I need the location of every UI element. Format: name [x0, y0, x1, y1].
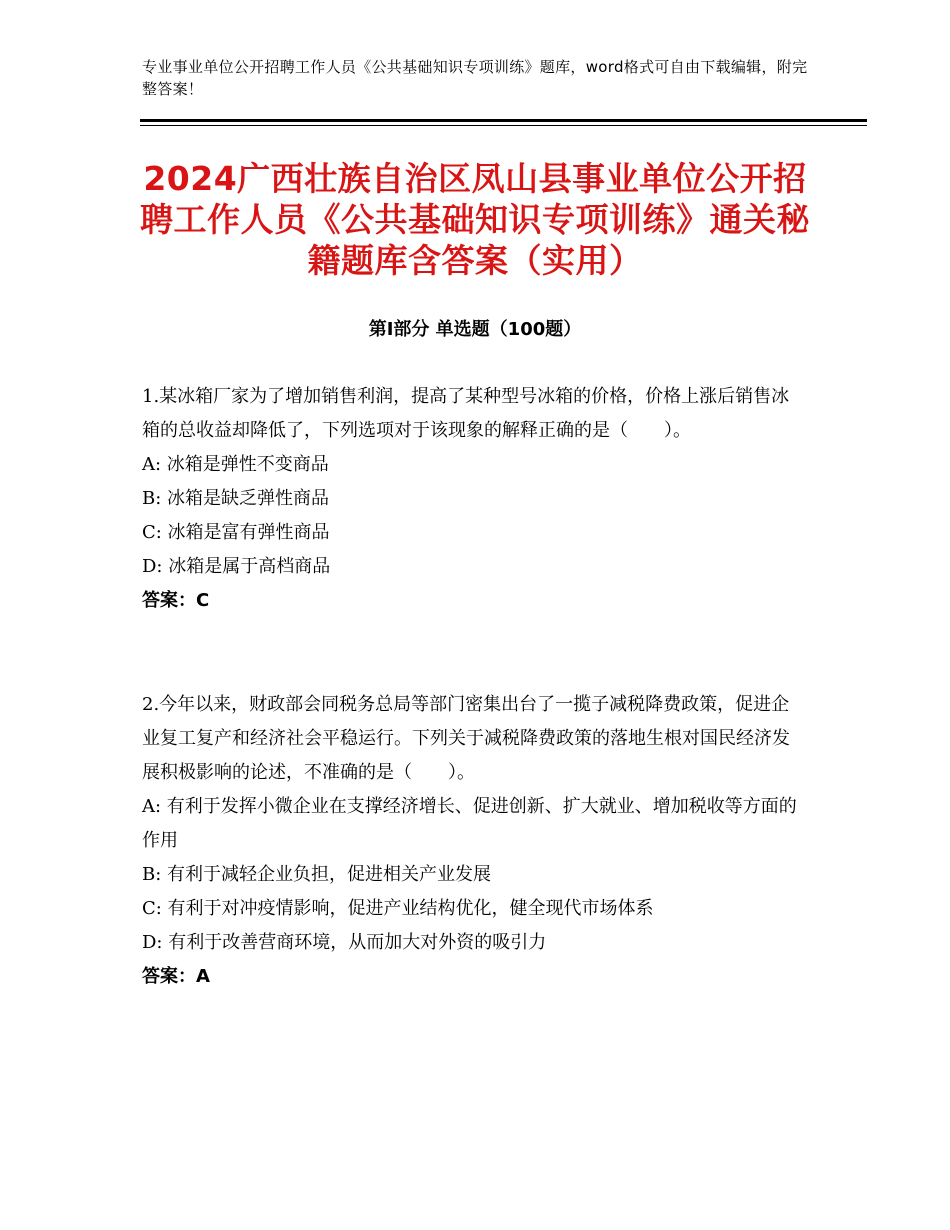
answer: 答案：A [142, 966, 210, 987]
option-b: B: 冰箱是缺乏弹性商品 [142, 488, 330, 509]
option-c: C: 有利于对冲疫情影响，促进产业结构优化，健全现代市场体系 [142, 898, 654, 919]
section-heading: 第Ⅰ部分 单选题（100题） [368, 319, 582, 340]
option-a: A: 有利于发挥小微企业在支撑经济增长、促进创新、扩大就业、增加税收等方面的作用 [142, 796, 797, 851]
header-divider-thin [140, 125, 867, 126]
question-stem: 1.某冰箱厂家为了增加销售利润，提高了某种型号冰箱的价格，价格上涨后销售冰箱的总收益却降低了，下列选项对于该现象的解释正确的是（ ）。 [142, 386, 790, 441]
question-1 [142, 380, 807, 618]
document-title: 2024广西壮族自治区凤山县事业单位公开招聘工作人员《公共基础知识专项训练》通关秘籍题库含答案（实用） [140, 159, 810, 280]
header-note: 专业事业单位公开招聘工作人员《公共基础知识专项训练》题库，word格式可自由下载编辑，附完整答案！ [142, 58, 808, 98]
question-stem: 2.今年以来，财政部会同税务总局等部门密集出台了一揽子减税降费政策，促进企业复工复产和经济社会平稳运行。下列关于减税降费政策的落地生根对国民经济发展积极影响的论述，不准确的是（ ）。 [142, 694, 790, 783]
option-b: B: 有利于减轻企业负担，促进相关产业发展 [142, 864, 492, 885]
question-2 [142, 688, 807, 994]
option-c: C: 冰箱是富有弹性商品 [142, 522, 330, 543]
answer: 答案：C [142, 590, 210, 611]
option-a: A: 冰箱是弹性不变商品 [142, 454, 329, 475]
option-d: D: 冰箱是属于高档商品 [142, 556, 331, 577]
header-divider-thick [140, 119, 867, 122]
option-d: D: 有利于改善营商环境，从而加大对外资的吸引力 [142, 932, 547, 953]
